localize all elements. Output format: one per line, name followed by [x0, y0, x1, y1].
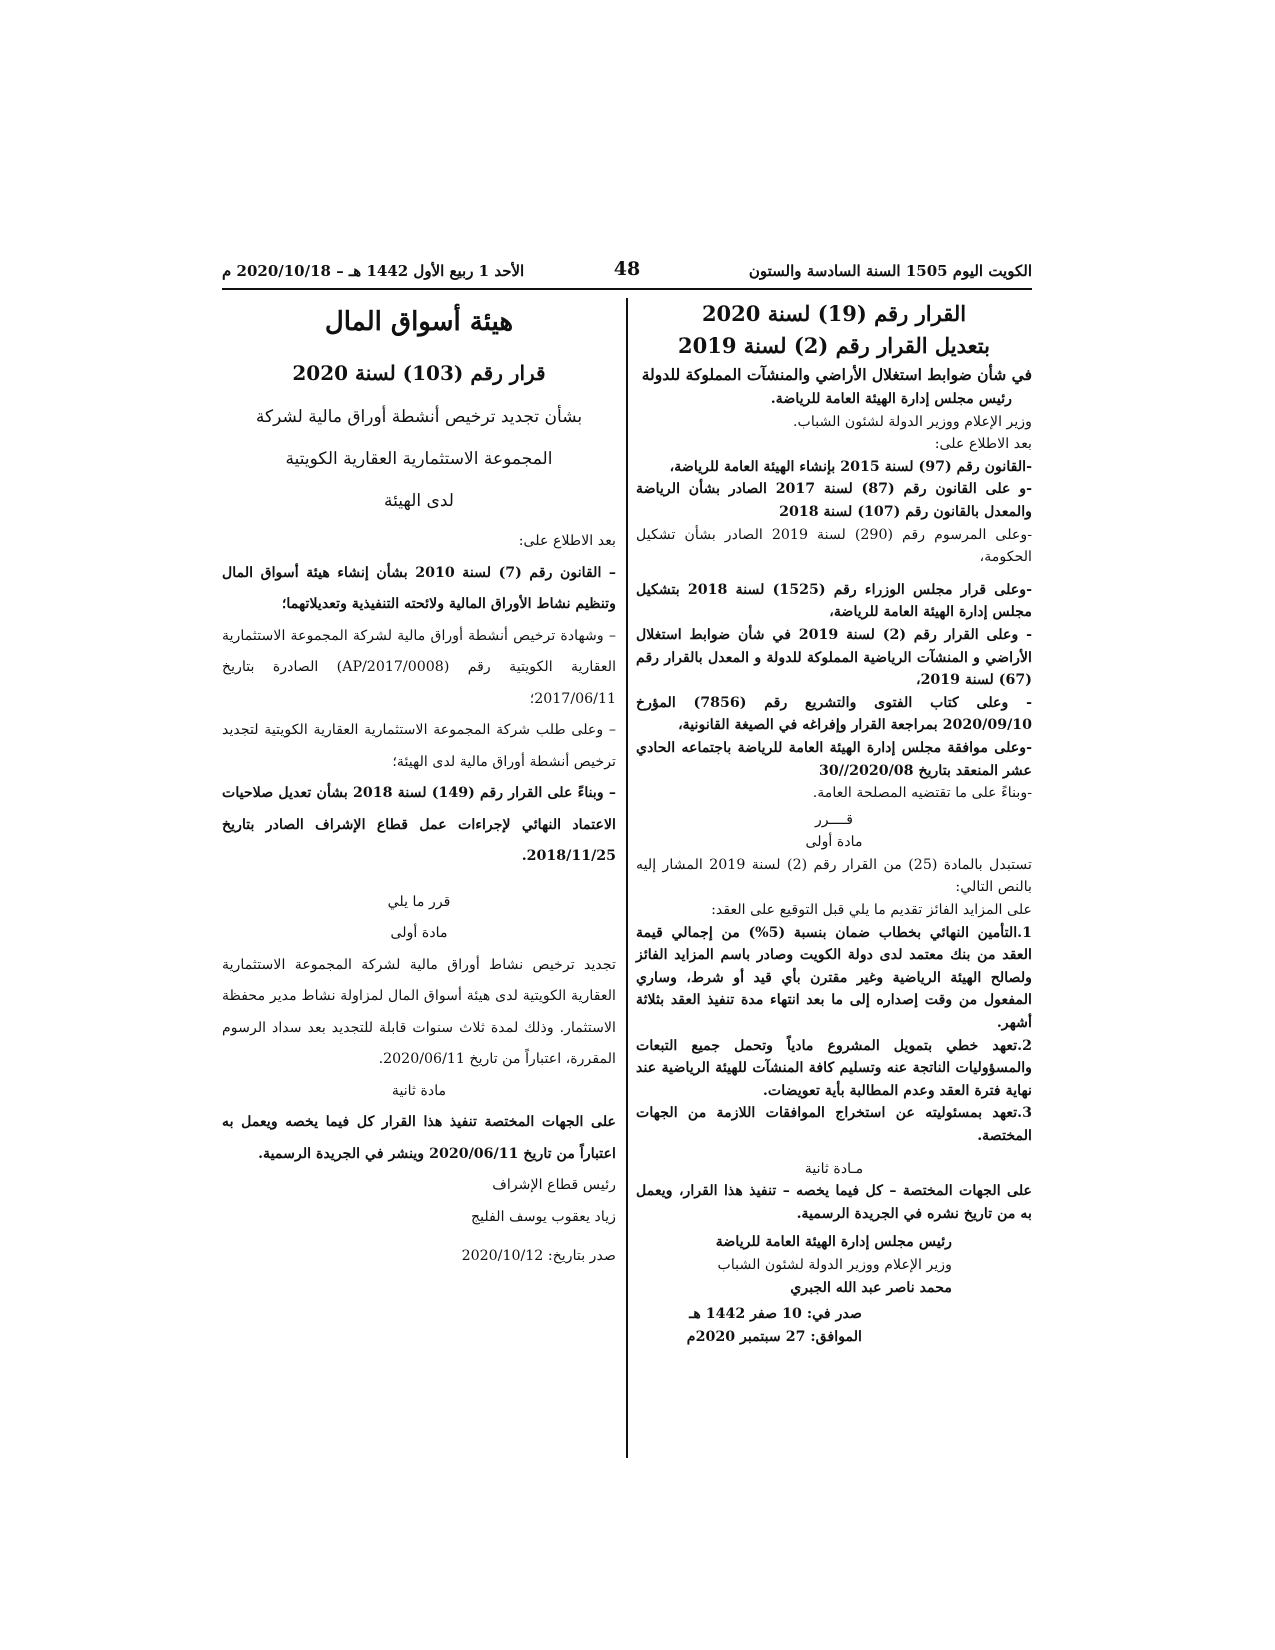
- signature-line: وزير الإعلام ووزير الدولة لشئون الشباب: [717, 1256, 952, 1273]
- preamble-item: -وبناءً على ما تقتضيه المصلحة العامة.: [812, 785, 1032, 802]
- issuer-line: وزير الإعلام ووزير الدولة لشئون الشباب.: [793, 413, 1032, 430]
- preamble-item: - وعلى القرار رقم (2) لسنة 2019 في شأن ضوابط استغلال الأراضي و المنشآت الرياضية المملوكة للدولة و المعدل بالقرار رقم (67) لسنة 2019،: [636, 626, 1032, 689]
- preamble-item: -وعلى المرسوم رقم (290) لسنة 2019 الصادر بشأن تشكيل الحكومة،: [636, 526, 1033, 566]
- decision-subject: في شأن ضوابط استغلال الأراضي والمنشآت المملوكة للدولة: [641, 365, 1032, 384]
- preamble-item: – وعلى طلب شركة المجموعة الاستثمارية العقارية الكويتية لتجديد ترخيص أنشطة أوراق مالية لدى الهيئة؛: [222, 722, 616, 770]
- authority-title: هيئة أسواق المال: [324, 307, 514, 337]
- article-text: على المزايد الفائز تقديم ما يلي قبل التوقيع على العقد:: [711, 902, 1032, 919]
- decision-subject: لدى الهيئة: [384, 491, 454, 511]
- decision-title: قرار رقم (103) لسنة 2020: [292, 361, 546, 385]
- preamble-item: - وعلى كتاب الفتوى والتشريع رقم (7856) المؤرخ 2020/09/10 بمراجعة القرار وإفراغه في الصيغة القانونية،: [636, 694, 1032, 734]
- decision-amendment-title: بتعديل القرار رقم (2) لسنة 2019: [678, 333, 990, 358]
- article-text: تجديد ترخيص نشاط أوراق مالية لشركة المجموعة الاستثمارية العقارية الكويتية لدى هيئة أسواق المال لمزاولة نشاط مدير محفظة الاستثمار. وذلك لمدة ثلاث سنوات قابلة للتجديد بعد سداد الرسوم المقررة، اعتباراً من تاريخ 2020/06/11.: [222, 956, 616, 1067]
- article-text: تستبدل بالمادة (25) من القرار رقم (2) لسنة 2019 المشار إليه بالنص التالي:: [636, 856, 1032, 896]
- article-heading: مادة أولى: [390, 925, 448, 941]
- preamble-item: – القانون رقم (7) لسنة 2010 بشأن إنشاء هيئة أسواق المال وتنظيم نشاط الأوراق المالية ولائحته التنفيذية وتعديلاتهما؛: [222, 564, 616, 612]
- preamble-item: -و على القانون رقم (87) لسنة 2017 الصادر بشأن الرياضة والمعدل بالقانون رقم (107) لسنة 2018: [636, 481, 1033, 520]
- signature-name: محمد ناصر عبد الله الجبري: [790, 1279, 952, 1296]
- signature-line: رئيس قطاع الإشراف: [492, 1177, 616, 1193]
- preamble-heading: بعد الاطلاع على:: [518, 533, 616, 549]
- issued-date: الموافق: 27 سبتمبر 2020م: [686, 1328, 862, 1345]
- left-column: [222, 298, 616, 1273]
- issued-date: صدر في: 10 صفر 1442 هـ: [689, 1306, 862, 1323]
- article-heading: مادة ثانية: [391, 1082, 447, 1099]
- article-item: 3.تعهد بمسئوليته عن استخراج الموافقات اللازمة من الجهات المختصة.: [636, 1105, 1032, 1144]
- decided-label: قرر ما يلي: [387, 893, 451, 910]
- decision-subject: المجموعة الاستثمارية العقارية الكويتية: [285, 449, 553, 469]
- header-rule: [222, 288, 1032, 290]
- preamble-item: -وعلى موافقة مجلس إدارة الهيئة العامة للرياضة باجتماعه الحادي عشر المنعقد بتاريخ 2020/08//30: [636, 739, 1032, 779]
- article-item: 2.تعهد خطي بتمويل المشروع مادياً وتحمل جميع التبعات والمسؤوليات الناتجة عنه وتسليم كافة المنشآت للهيئة الرياضية عند نهاية فترة العقد وعدم المطالبة بأية تعويضات.: [636, 1037, 1032, 1099]
- article-heading: مـادة ثانية: [804, 1160, 864, 1177]
- header-page-number: 48: [613, 258, 641, 280]
- decision-title: القرار رقم (19) لسنة 2020: [701, 301, 967, 326]
- preamble-heading: بعد الاطلاع على:: [934, 436, 1032, 453]
- header-issue: الكويت اليوم 1505 السنة السادسة والستون: [748, 262, 1032, 280]
- running-header: [222, 258, 1032, 284]
- column-divider: [626, 298, 628, 1458]
- preamble-item: -وعلى قرار مجلس الوزراء رقم (1525) لسنة 2018 بتشكيل مجلس إدارة الهيئة العامة للرياضة،: [636, 581, 1032, 621]
- article-text: على الجهات المختصة – كل فيما يخصه – تنفيذ هذا القرار، ويعمل به من تاريخ نشره في الجريدة الرسمية.: [636, 1183, 1032, 1222]
- preamble-item: – وشهادة ترخيص أنشطة أوراق مالية لشركة المجموعة الاستثمارية العقارية الكويتية رقم (AP/2017/0008) الصادرة بتاريخ 2017/06/11؛: [222, 627, 617, 707]
- header-date: الأحد 1 ربيع الأول 1442 هـ – 2020/10/18 م: [222, 262, 525, 280]
- issuer-line: رئيس مجلس إدارة الهيئة العامة للرياضة.: [770, 391, 1012, 407]
- right-column: [636, 298, 1032, 1348]
- article-item: 1.التأمين النهائي بخطاب ضمان بنسبة (5%) من إجمالي قيمة العقد من بنك معتمد لدى دولة الكويت وصادر باسم المزايد الفائز ولصالح الهيئة الرياضية وغير مقترن بأي قيد أو شرط، وساري المفعول من وقت إصداره إلى ما بعد انتهاء مدة تنفيذ العقد بثلاثة أشهر.: [636, 924, 1032, 1032]
- article-heading: مادة أولى: [805, 834, 863, 851]
- signature-name: زياد يعقوب يوسف الفليج: [470, 1208, 616, 1225]
- preamble-item: -القانون رقم (97) لسنة 2015 بإنشاء الهيئة العامة للرياضة،: [669, 458, 1032, 475]
- preamble-item: – وبناءً على القرار رقم (149) لسنة 2018 بشأن تعديل صلاحيات الاعتماد النهائي لإجراءات عمل قطاع الإشراف الصادر بتاريخ 2018/11/25.: [222, 785, 616, 864]
- decision-subject: بشأن تجديد ترخيص أنشطة أوراق مالية لشركة: [255, 407, 583, 427]
- article-text: على الجهات المختصة تنفيذ هذا القرار كل فيما يخصه ويعمل به اعتباراً من تاريخ 2020/06/11 وينشر في الجريدة الرسمية.: [222, 1114, 616, 1162]
- issued-date: صدر بتاريخ: 2020/10/12: [461, 1248, 616, 1264]
- decided-label: قــــرر: [814, 811, 854, 828]
- signature-line: رئيس مجلس إدارة الهيئة العامة للرياضة: [715, 1234, 952, 1251]
